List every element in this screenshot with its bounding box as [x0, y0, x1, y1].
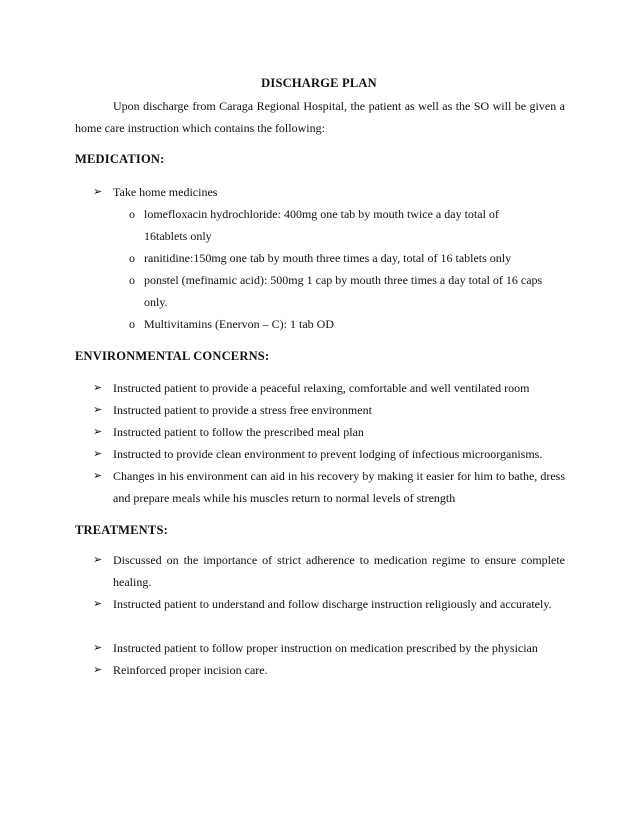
medication-subitem-text: ranitidine:150mg one tab by mouth three times a day, total of 16 tablets only: [144, 251, 512, 265]
circle-bullet-icon: o: [129, 251, 135, 265]
arrow-bullet-icon: ➢: [93, 597, 103, 610]
environmental-item-text: Instructed patient to provide a peaceful relaxing, comfortable and well ventilated room: [113, 381, 530, 395]
arrow-bullet-icon: ➢: [93, 381, 103, 394]
medication-subitem-text: lomefloxacin hydrochloride: 400mg one tab by mouth twice a day total of 16tablets only: [144, 207, 499, 243]
environmental-item: [93, 443, 565, 465]
environmental-item: [93, 465, 565, 509]
circle-bullet-icon: o: [129, 207, 135, 221]
arrow-bullet-icon: ➢: [93, 469, 103, 482]
environmental-item: [93, 377, 565, 399]
circle-bullet-icon: o: [129, 273, 135, 287]
medication-subitem: [129, 313, 569, 335]
intro-paragraph: Upon discharge from Caraga Regional Hospital, the patient as well as the SO will be given a home care instruction which contains the following:: [75, 99, 565, 135]
treatments-item-text: Instructed patient to follow proper instruction on medication prescribed by the physician: [113, 641, 538, 655]
environmental-heading: ENVIRONMENTAL CONCERNS:: [75, 349, 270, 363]
medication-subitem: [129, 203, 569, 247]
treatments-item: [93, 549, 565, 593]
arrow-bullet-icon: ➢: [93, 185, 103, 198]
environmental-item-text: Instructed patient to follow the prescribed meal plan: [113, 425, 364, 439]
treatments-item-text: Reinforced proper incision care.: [113, 663, 268, 677]
treatments-item-text: Discussed on the importance of strict adherence to medication regime to ensure complete healing.: [113, 553, 565, 589]
medication-item-text: Take home medicines: [113, 185, 218, 199]
treatments-item-text: Instructed patient to understand and follow discharge instruction religiously and accurately.: [113, 597, 552, 611]
arrow-bullet-icon: ➢: [93, 663, 103, 676]
environmental-item-text: Instructed to provide clean environment to prevent lodging of infectious microorganisms.: [113, 447, 543, 461]
treatments-item: [93, 637, 565, 659]
arrow-bullet-icon: ➢: [93, 553, 103, 566]
circle-bullet-icon: o: [129, 317, 135, 331]
treatments-item: [93, 659, 565, 681]
medication-heading: MEDICATION:: [75, 152, 165, 166]
treatments-heading: TREATMENTS:: [75, 523, 168, 537]
arrow-bullet-icon: ➢: [93, 641, 103, 654]
environmental-item: [93, 399, 565, 421]
medication-subitem-text: Multivitamins (Enervon – C): 1 tab OD: [144, 317, 334, 331]
environmental-item-text: Changes in his environment can aid in his recovery by making it easier for him to bathe, dress and prepare meals while his muscles return to normal levels of strength: [113, 469, 565, 505]
environmental-item-text: Instructed patient to provide a stress free environment: [113, 403, 372, 417]
arrow-bullet-icon: ➢: [93, 425, 103, 438]
page-title: DISCHARGE PLAN: [261, 76, 377, 90]
arrow-bullet-icon: ➢: [93, 403, 103, 416]
medication-subitem: [129, 247, 569, 269]
medication-subitem: [129, 269, 569, 313]
arrow-bullet-icon: ➢: [93, 447, 103, 460]
medication-subitem-text: ponstel (mefinamic acid): 500mg 1 cap by mouth three times a day total of 16 caps only.: [144, 273, 543, 309]
medication-item: [93, 181, 565, 203]
treatments-item: [93, 593, 565, 615]
environmental-item: [93, 421, 565, 443]
